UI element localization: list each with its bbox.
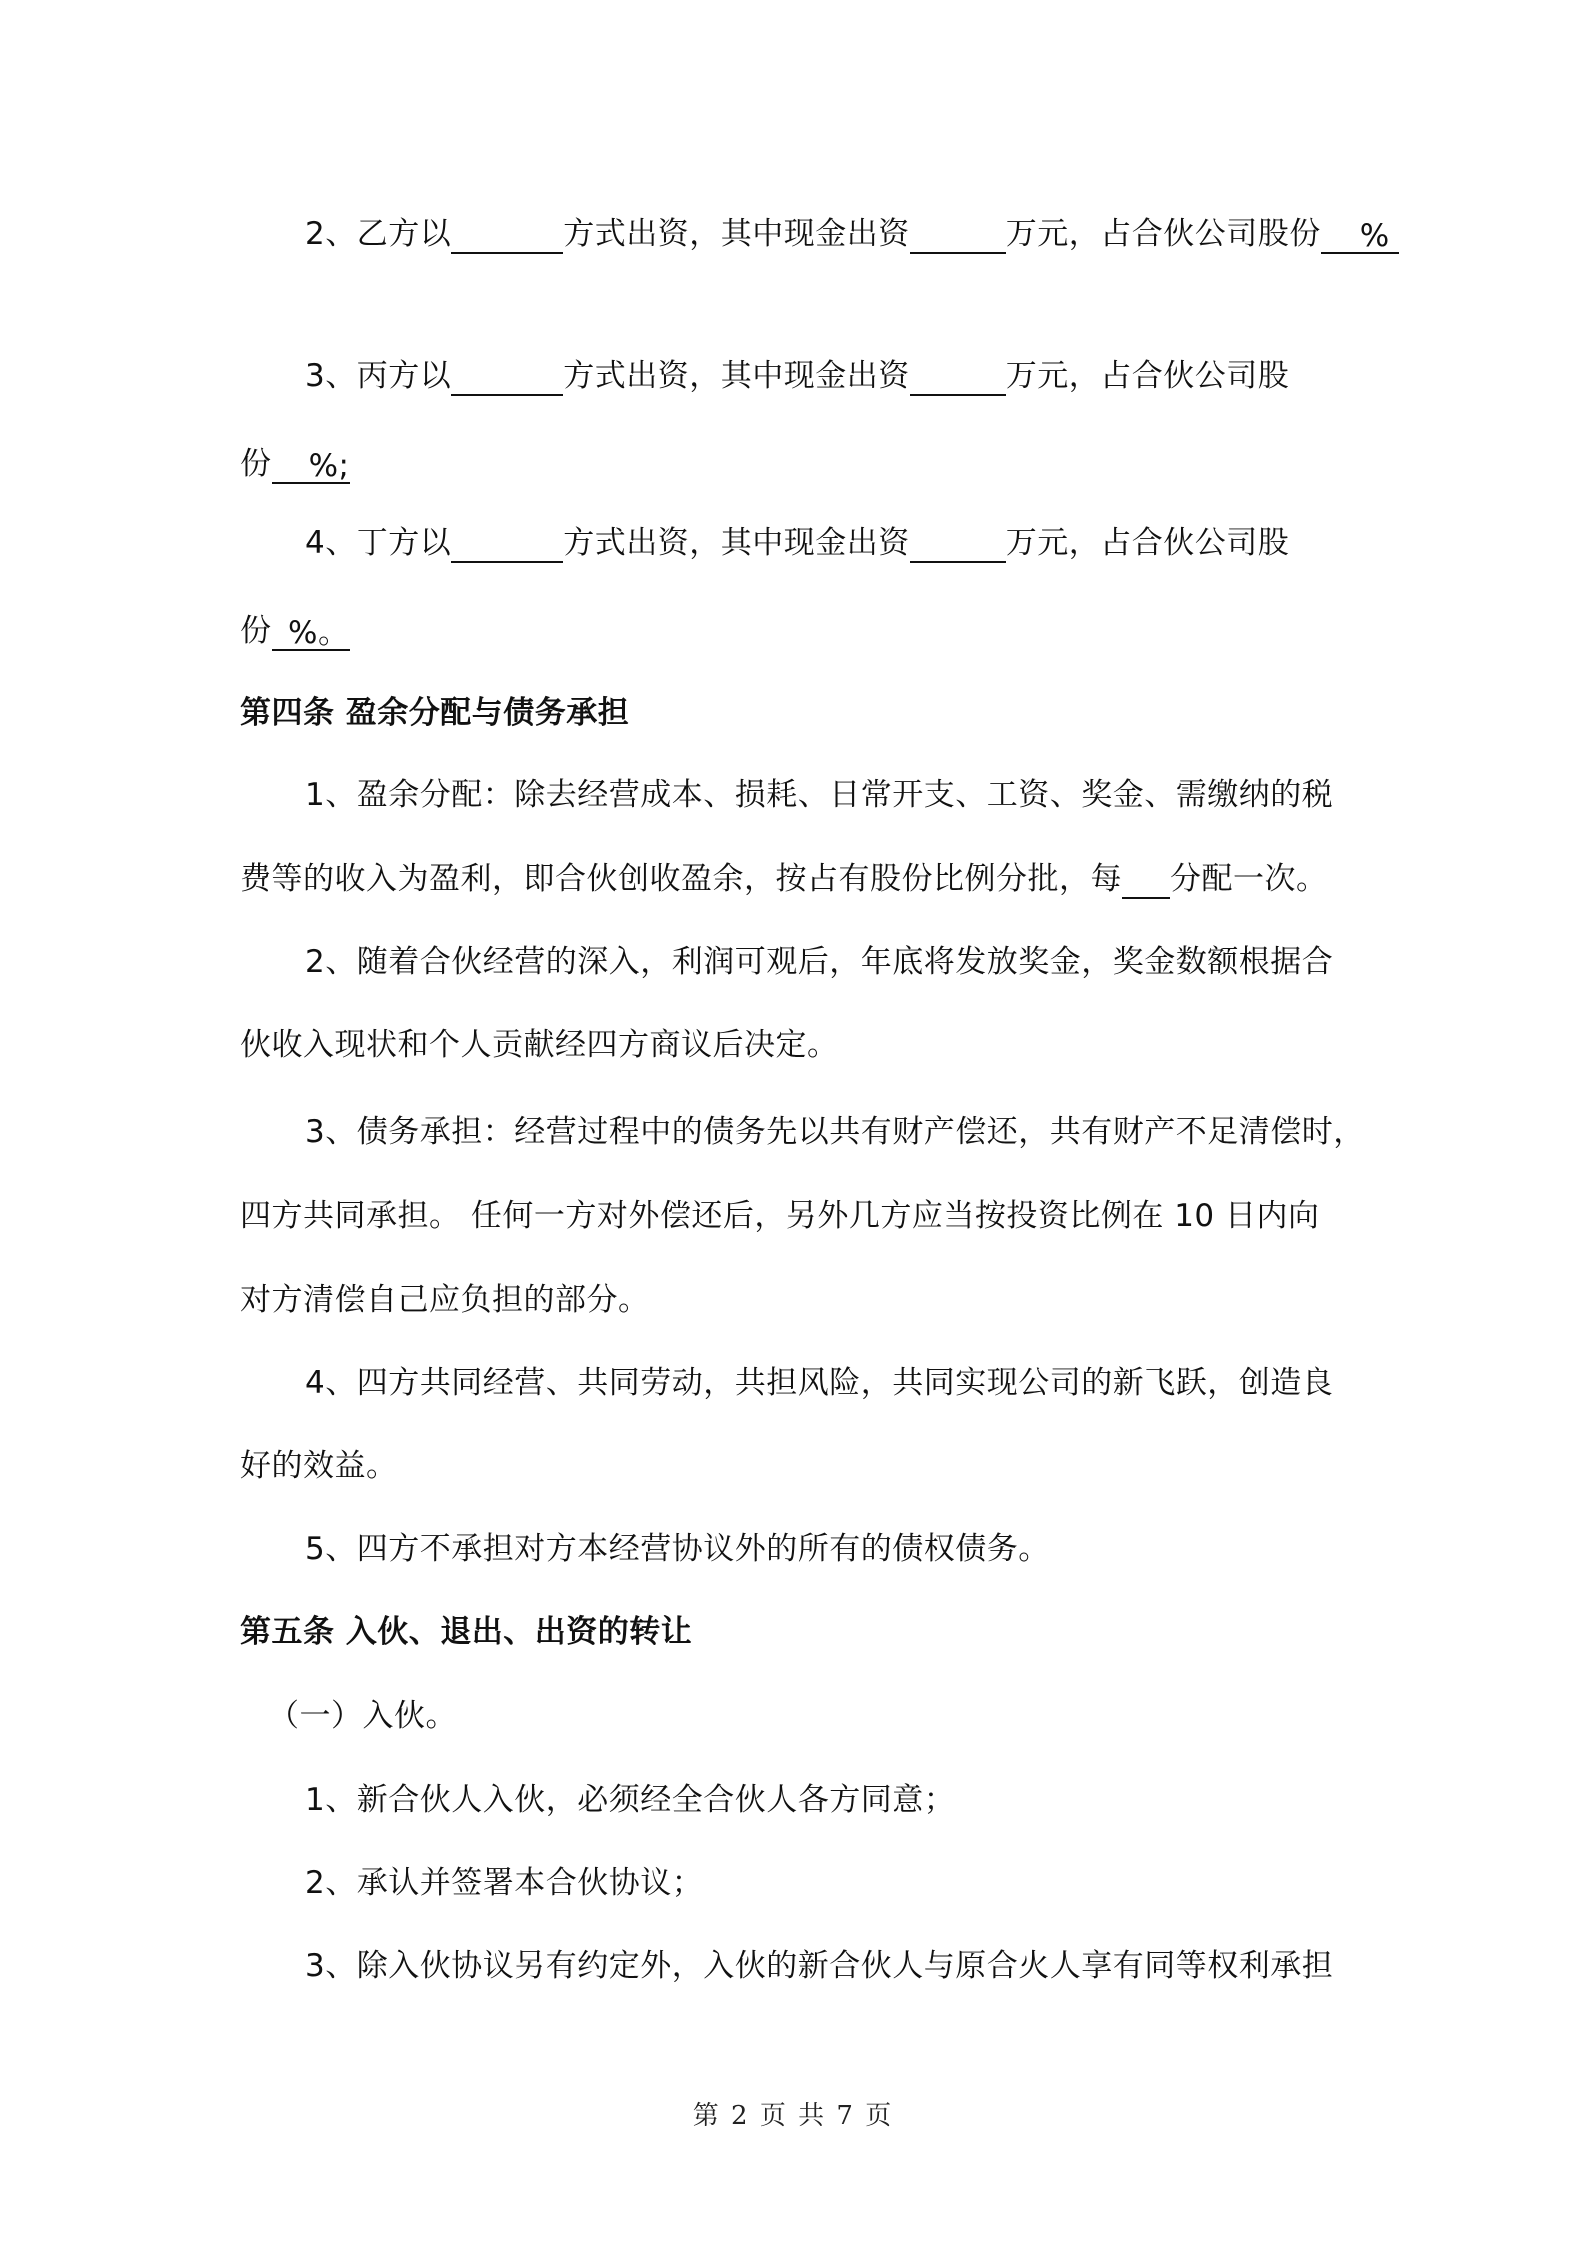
subsection-heading: （一）入伙。 [268, 1698, 457, 1734]
paragraph-line: 3、除入伙协议另有约定外，入伙的新合伙人与原合火人享有同等权利承担 [305, 1948, 1334, 1984]
clause-line-party-c-cont [240, 444, 350, 484]
paragraph-line: 好的效益。 [240, 1448, 398, 1484]
text: 费等的收入为盈利，即合伙创收盈余，按占有股份比例分批，每 [240, 861, 1122, 897]
blank-field [451, 525, 563, 563]
text: 份 [240, 613, 272, 649]
paragraph-line: 四方共同承担。 任何一方对外偿还后，另外几方应当按投资比例在 10 日内向 [240, 1198, 1320, 1234]
clause-line-party-d [305, 523, 1289, 563]
text: 方式出资，其中现金出资 [563, 216, 910, 252]
paragraph-line: 2、随着合伙经营的深入，利润可观后，年底将发放奖金，奖金数额根据合 [305, 944, 1334, 980]
page-number-footer: 第 2 页 共 7 页 [692, 2101, 894, 2131]
text: 万元，占合伙公司股 [1005, 525, 1290, 561]
text: 3、丙方以 [305, 358, 452, 394]
section-heading-article-4: 第四条 盈余分配与债务承担 [240, 695, 630, 731]
text: 2、乙方以 [305, 216, 452, 252]
text: 方式出资，其中现金出资 [563, 358, 910, 394]
text: 分配一次。 [1170, 861, 1328, 897]
paragraph-line [240, 859, 1328, 899]
paragraph-line: 4、四方共同经营、共同劳动，共担风险，共同实现公司的新飞跃，创造良 [305, 1365, 1334, 1401]
blank-field [451, 358, 563, 396]
paragraph-line: 1、盈余分配：除去经营成本、损耗、日常开支、工资、奖金、需缴纳的税 [305, 777, 1334, 813]
paragraph-line: 3、债务承担：经营过程中的债务先以共有财产偿还，共有财产不足清偿时， [305, 1114, 1365, 1150]
text: 份 [240, 446, 272, 482]
paragraph-line: 伙收入现状和个人贡献经四方商议后决定。 [240, 1027, 839, 1063]
blank-field [1321, 216, 1399, 254]
blank-field [910, 525, 1006, 563]
text: 4、丁方以 [305, 525, 452, 561]
text: 万元，占合伙公司股 [1005, 358, 1290, 394]
clause-line-party-b [305, 214, 1399, 254]
paragraph-line: 1、新合伙人入伙，必须经全合伙人各方同意； [305, 1782, 956, 1818]
text: 方式出资，其中现金出资 [563, 525, 910, 561]
paragraph-line: 对方清偿自己应负担的部分。 [240, 1282, 650, 1318]
blank-field [910, 358, 1006, 396]
section-heading-article-5: 第五条 入伙、退出、出资的转让 [240, 1614, 693, 1650]
blank-field [910, 216, 1006, 254]
percent-text: %; [308, 448, 350, 484]
percent-sign: % [1359, 218, 1390, 254]
paragraph-line: 2、承认并签署本合伙协议； [305, 1865, 704, 1901]
blank-field [272, 613, 350, 651]
blank-field [272, 446, 350, 484]
percent-text: %。 [288, 615, 350, 651]
text: 万元，占合伙公司股份 [1005, 216, 1321, 252]
paragraph-line: 5、四方不承担对方本经营协议外的所有的债权债务。 [305, 1531, 1050, 1567]
clause-line-party-d-cont [240, 611, 350, 651]
clause-line-party-c [305, 356, 1289, 396]
blank-field [451, 216, 563, 254]
blank-field [1122, 861, 1170, 899]
